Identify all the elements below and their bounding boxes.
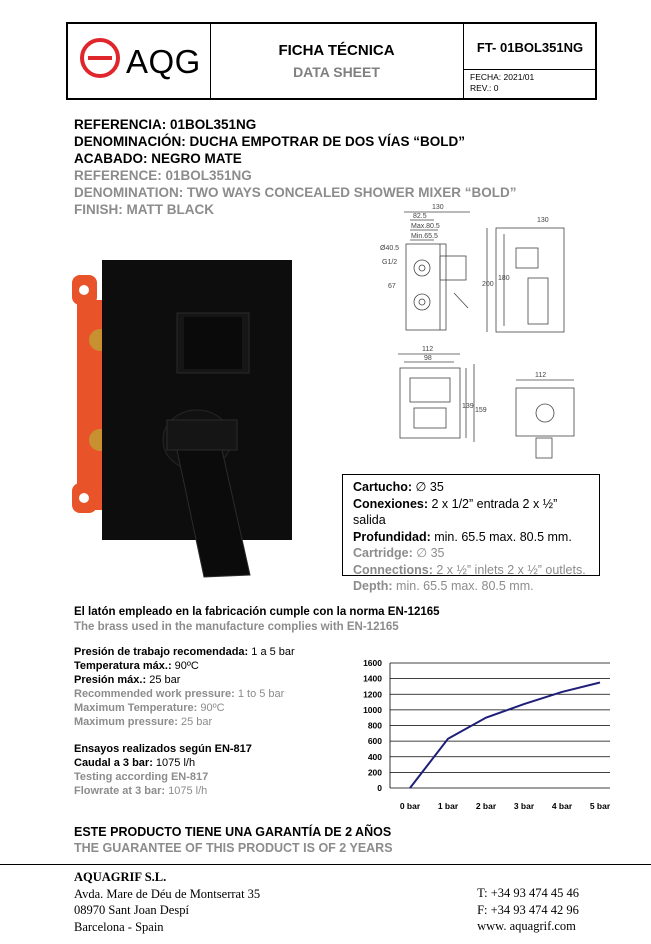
y-tick-label: 200: [367, 767, 382, 778]
x-tick-label: 4 bar: [551, 801, 573, 811]
y-tick-label: 600: [367, 736, 382, 747]
cart-line: Conexiones: 2 x 1/2” entrada 2 x ½” salida: [353, 496, 558, 527]
document-code: FT- 01BOL351NG: [476, 40, 584, 55]
tests-block: [74, 742, 252, 798]
date-rev: [470, 72, 534, 94]
brass-es: El latón empleado en la fabricación cumple con la norma EN-12165: [74, 606, 440, 618]
t-line: Caudal a 3 bar: 1075 l/h: [74, 757, 196, 769]
dim-g12: G1/2: [382, 259, 398, 266]
title-es: FICHA TÉCNICA: [278, 42, 395, 59]
dim-max: Max.80.5: [411, 223, 440, 230]
technical-drawing: [370, 198, 595, 468]
y-tick-label: 0: [377, 783, 382, 793]
footer-right: [477, 885, 579, 935]
p-line: Maximum pressure: 25 bar: [74, 716, 213, 728]
logo-bar-icon: [88, 56, 112, 60]
divider: [463, 69, 595, 70]
x-tick-label: 2 bar: [475, 801, 497, 811]
y-tick-label: 400: [367, 751, 382, 762]
warranty-block: [74, 824, 393, 856]
cart-line: Cartridge: ∅ 35: [353, 546, 445, 560]
y-tick-label: 1000: [363, 704, 382, 715]
fin-en: FINISH: MATT BLACK: [74, 202, 214, 217]
fax: F: +34 93 474 42 96: [477, 902, 579, 917]
p-line: Maximum Temperature: 90ºC: [74, 702, 225, 714]
mounting-box-icon: [72, 275, 107, 513]
footer-left: [74, 869, 260, 935]
t-line: Ensayos realizados según EN-817: [74, 743, 252, 755]
title-en: DATA SHEET: [293, 64, 380, 80]
dim-112: 112: [422, 346, 434, 353]
divider: [210, 24, 211, 98]
dim-67: 67: [388, 283, 396, 290]
cartridge-box: [342, 474, 600, 593]
dim-159: 159: [475, 407, 487, 414]
product-image: [72, 255, 297, 585]
brass-block: [74, 605, 440, 635]
address-line: Avda. Mare de Déu de Montserrat 35: [74, 886, 261, 901]
company-name: AQUAGRIF S.L.: [74, 870, 167, 884]
ref-en: REFERENCE: 01BOL351NG: [74, 168, 252, 183]
cart-line: Profundidad: min. 65.5 max. 80.5 mm.: [353, 529, 572, 544]
ref-es: REFERENCIA: 01BOL351NG: [74, 117, 257, 132]
dim-130: 130: [432, 204, 444, 211]
y-tick-label: 1600: [363, 658, 382, 668]
dim-112b: 112: [535, 372, 547, 379]
cart-line: Cartucho: ∅ 35: [353, 480, 444, 494]
flow-chart: [350, 655, 620, 815]
dim-min: Min.65.5: [411, 233, 438, 240]
header-box: [66, 22, 597, 100]
dim-139: 139: [462, 403, 474, 410]
footer-divider: [0, 864, 651, 865]
brass-en: The brass used in the manufacture complies with EN-12165: [74, 621, 399, 633]
t-line: Testing according EN-817: [74, 771, 209, 783]
dim-200: 200: [482, 281, 494, 288]
dim-82: 82.5: [413, 213, 427, 220]
x-tick-label: 5 bar: [589, 801, 611, 811]
warranty-es: ESTE PRODUCTO TIENE UNA GARANTÍA DE 2 AÑOS: [74, 825, 392, 839]
den-en: DENOMINATION: TWO WAYS CONCEALED SHOWER MIXER “BOLD”: [74, 185, 517, 200]
fin-es: ACABADO: NEGRO MATE: [74, 151, 242, 166]
x-tick-label: 0 bar: [399, 801, 421, 811]
t-line: Flowrate at 3 bar: 1075 l/h: [74, 785, 208, 797]
p-line: Presión máx.: 25 bar: [74, 674, 181, 686]
phone: T: +34 93 474 45 46: [477, 886, 579, 900]
dim-98: 98: [424, 355, 432, 362]
p-line: Recommended work pressure: 1 to 5 bar: [74, 688, 285, 700]
divider: [463, 24, 464, 98]
dim-180: 180: [498, 275, 510, 282]
website-link[interactable]: www. aquagrif.com: [477, 919, 576, 933]
y-tick-label: 1400: [363, 673, 382, 684]
p-line: Temperatura máx.: 90ºC: [74, 660, 199, 672]
den-es: DENOMINACIÓN: DUCHA EMPOTRAR DE DOS VÍAS “BOLD”: [74, 134, 466, 149]
y-tick-label: 1200: [363, 689, 382, 700]
y-tick-label: 800: [367, 720, 382, 731]
fecha: FECHA: 2021/01: [470, 72, 535, 82]
dim-side-130: 130: [537, 217, 549, 224]
pressure-block: [74, 645, 295, 729]
warranty-en: THE GUARANTEE OF THIS PRODUCT IS OF 2 YEARS: [74, 841, 393, 855]
x-tick-label: 3 bar: [513, 801, 535, 811]
logo-text: AQG: [126, 43, 201, 80]
cart-line: Connections: 2 x ½” inlets 2 x ½” outlets.: [353, 562, 586, 577]
rev: REV.: 0: [470, 83, 499, 93]
address-line: Barcelona - Spain: [74, 919, 164, 934]
cart-line: Depth: min. 65.5 max. 80.5 mm.: [353, 579, 534, 593]
dim-d40: Ø40.5: [380, 245, 400, 252]
x-tick-label: 1 bar: [437, 801, 459, 811]
p-line: Presión de trabajo recomendada: 1 a 5 bar: [74, 646, 295, 658]
address-line: 08970 Sant Joan Despí: [74, 903, 189, 917]
